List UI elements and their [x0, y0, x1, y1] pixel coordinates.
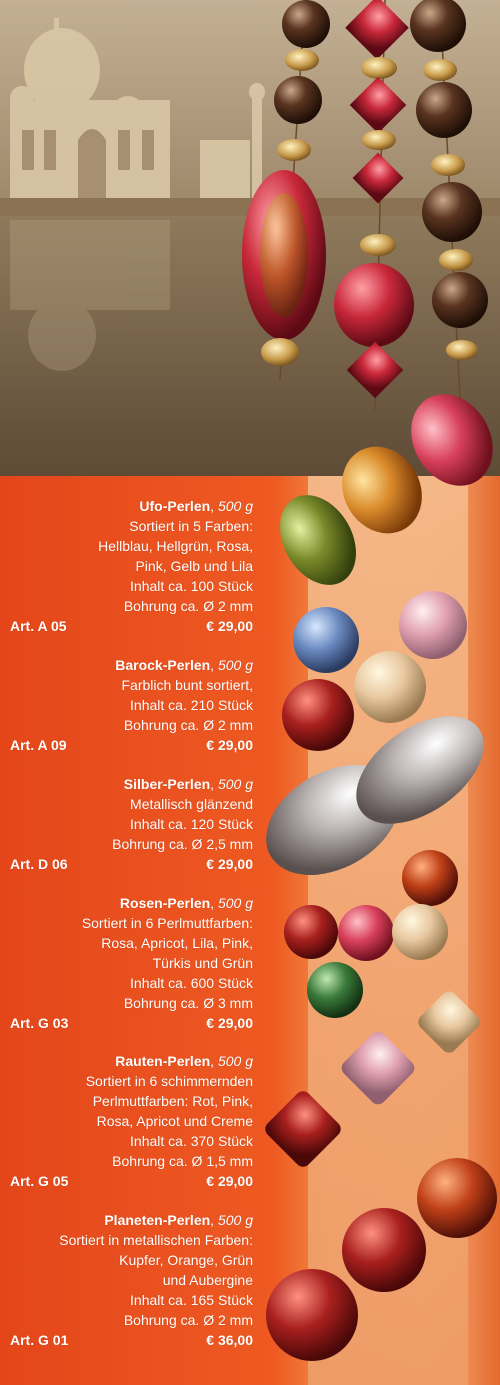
product-detail: Inhalt ca. 100 Stück: [130, 578, 253, 594]
product-price: € 29,00: [206, 737, 253, 753]
product-name: Rauten-Perlen: [115, 1053, 211, 1069]
product-detail: Inhalt ca. 600 Stück: [130, 975, 253, 991]
product-detail: Bohrung ca. Ø 1,5 mm: [112, 1153, 253, 1169]
product-name: Ufo-Perlen: [139, 498, 211, 514]
product-detail: Sortiert in metallischen Farben:: [59, 1232, 253, 1248]
product-name: Planeten-Perlen: [104, 1212, 211, 1228]
product-detail: Rosa, Apricot, Lila, Pink,: [101, 935, 253, 951]
product-detail: und Aubergine: [162, 1272, 253, 1288]
product-detail: Farblich bunt sortiert,: [121, 677, 253, 693]
product-silber-perlen: Silber-Perlen, 500 g Metallisch glänzend Inhalt ca. 120 Stück Bohrung ca. Ø 2,5 mm Art. D 06 € 29,00: [10, 776, 253, 872]
product-detail: Bohrung ca. Ø 2 mm: [123, 1312, 253, 1328]
product-price: € 29,00: [206, 856, 253, 872]
product-price: € 36,00: [206, 1332, 253, 1348]
product-detail: Sortiert in 5 Farben:: [129, 518, 253, 534]
product-detail: Sortiert in 6 Perlmuttfarben:: [81, 915, 253, 931]
article-number: Art. A 05: [10, 618, 67, 634]
product-price: € 29,00: [206, 1173, 253, 1189]
product-detail: Kupfer, Orange, Grün: [119, 1252, 253, 1268]
article-number: Art. G 05: [10, 1173, 69, 1189]
product-detail: Rosa, Apricot und Creme: [96, 1113, 253, 1129]
product-weight: 500 g: [217, 895, 253, 911]
product-detail: Inhalt ca. 370 Stück: [130, 1133, 253, 1149]
product-name: Rosen-Perlen: [119, 895, 211, 911]
product-detail: Pink, Gelb und Lila: [135, 558, 253, 574]
article-number: Art. G 03: [10, 1015, 69, 1031]
product-ufo-perlen: Ufo-Perlen, 500 g Sortiert in 5 Farben: Hellblau, Hellgrün, Rosa, Pink, Gelb und Lila Inhalt ca. 100 Stück Bohrung ca. Ø 2 mm Art. A 05 € 29,00: [10, 498, 253, 634]
product-detail: Bohrung ca. Ø 2 mm: [123, 717, 253, 733]
product-weight: 500 g: [217, 1212, 253, 1228]
product-detail: Türkis und Grün: [152, 955, 253, 971]
product-weight: 500 g: [217, 1053, 253, 1069]
product-rauten-perlen: Rauten-Perlen, 500 g Sortiert in 6 schimmernden Perlmuttfarben: Rot, Pink, Rosa, Apricot und Creme Inhalt ca. 370 Stück Bohrung ca. Ø 1,5 mm Art. G 05 € 29,00: [10, 1053, 253, 1189]
product-detail: Metallisch glänzend: [130, 796, 253, 812]
product-detail: Inhalt ca. 210 Stück: [130, 697, 253, 713]
product-planeten-perlen: Planeten-Perlen, 500 g Sortiert in metallischen Farben: Kupfer, Orange, Grün und Aubergine Inhalt ca. 165 Stück Bohrung ca. Ø 2 mm Art. G 01 € 36,00: [10, 1212, 253, 1348]
product-price: € 29,00: [206, 618, 253, 634]
product-detail: Inhalt ca. 120 Stück: [130, 816, 253, 832]
product-detail: Inhalt ca. 165 Stück: [130, 1292, 253, 1308]
product-detail: Sortiert in 6 schimmernden: [85, 1073, 253, 1089]
product-detail: Bohrung ca. Ø 3 mm: [123, 995, 253, 1011]
product-detail: Hellblau, Hellgrün, Rosa,: [98, 538, 253, 554]
product-detail: Bohrung ca. Ø 2 mm: [123, 598, 253, 614]
product-price: € 29,00: [206, 1015, 253, 1031]
product-detail: Bohrung ca. Ø 2,5 mm: [112, 836, 253, 852]
product-detail: Perlmuttfarben: Rot, Pink,: [92, 1093, 253, 1109]
article-number: Art. A 09: [10, 737, 67, 753]
product-rosen-perlen: Rosen-Perlen, 500 g Sortiert in 6 Perlmuttfarben: Rosa, Apricot, Lila, Pink, Türkis und Grün Inhalt ca. 600 Stück Bohrung ca. Ø 3 mm Art. G 03 € 29,00: [10, 895, 253, 1031]
article-number: Art. D 06: [10, 856, 68, 872]
article-number: Art. G 01: [10, 1332, 69, 1348]
product-name: Barock-Perlen: [115, 657, 211, 673]
product-weight: 500 g: [217, 657, 253, 673]
product-name: Silber-Perlen: [123, 776, 211, 792]
product-barock-perlen: Barock-Perlen, 500 g Farblich bunt sortiert, Inhalt ca. 210 Stück Bohrung ca. Ø 2 mm Art. A 09 € 29,00: [10, 657, 253, 753]
product-weight: 500 g: [217, 498, 253, 514]
product-weight: 500 g: [217, 776, 253, 792]
